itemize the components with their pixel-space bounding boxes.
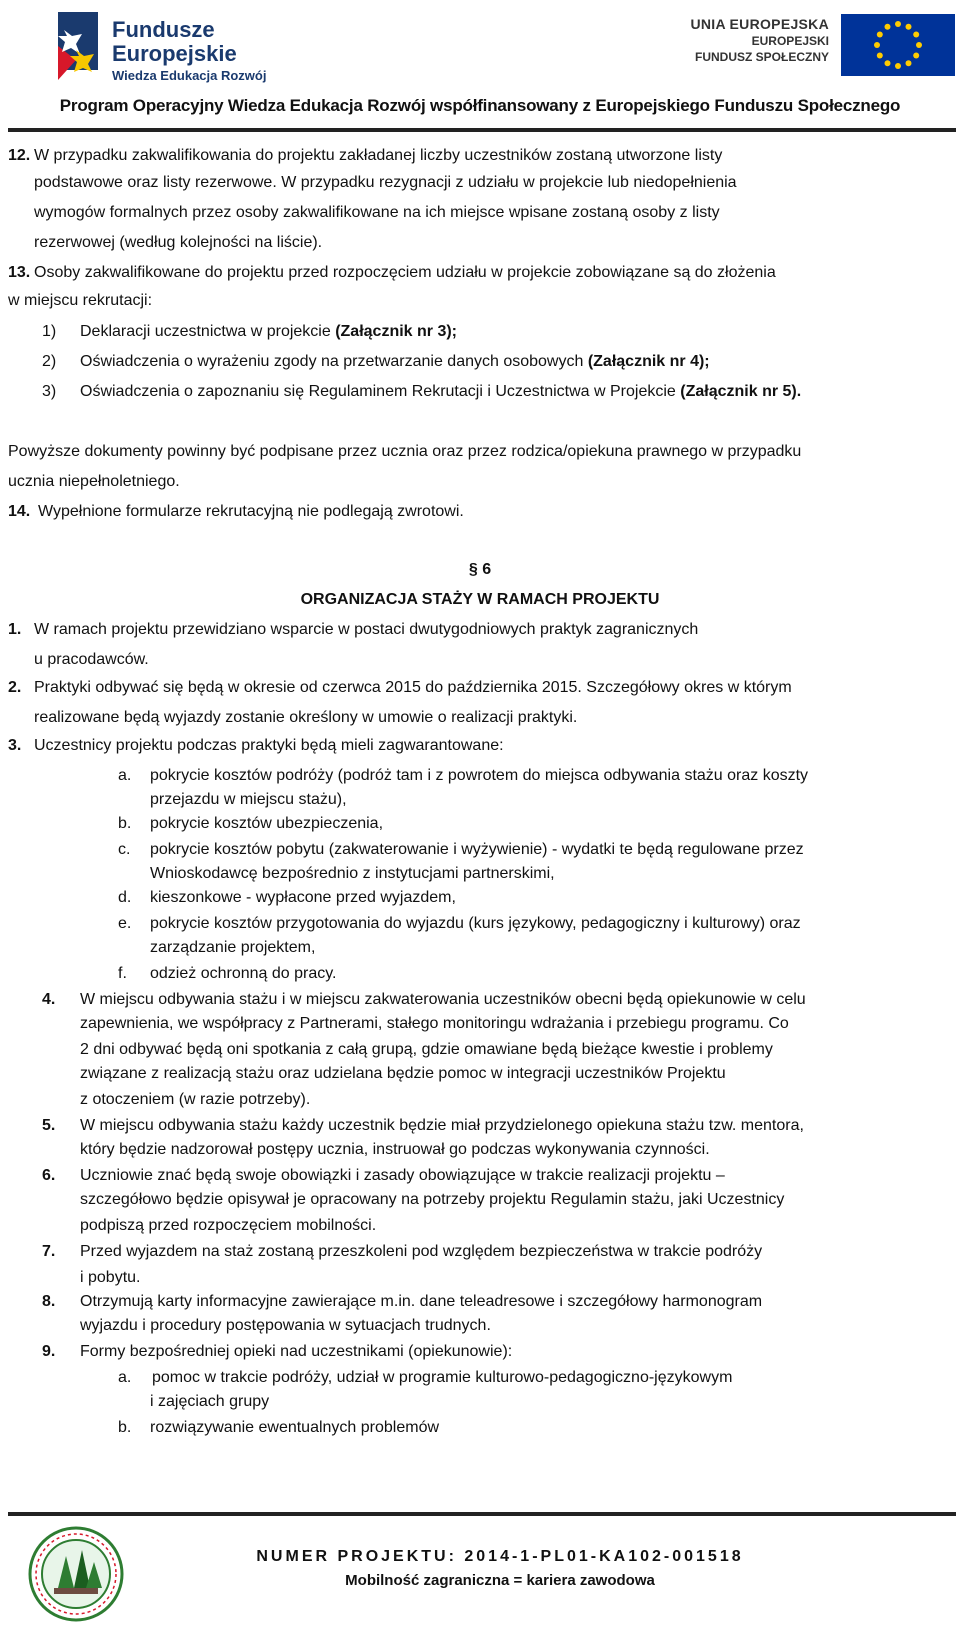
s6-item-1-number: 1.	[8, 621, 22, 638]
fe-logo-line2: Europejskie	[112, 41, 237, 66]
sub-1-number: 1)	[42, 323, 57, 340]
fe-logo-mark-icon	[54, 10, 106, 82]
item-12-line2: podstawowe oraz listy rezerwowe. W przypadku rezygnacji z udziału w projekcie lub niedopełnienia	[34, 174, 737, 191]
s6-3a-line2: przejazdu w miejscu stażu),	[150, 791, 347, 808]
sub-2-label: Oświadczenia o wyrażeniu zgody na przetwarzanie danych osobowych	[80, 353, 588, 370]
s6-item-3-number: 3.	[8, 737, 22, 754]
s6-3d-line1: kieszonkowe - wypłacone przed wyjazdem,	[150, 889, 456, 906]
s6-item-7-line1: Przed wyjazdem na staż zostaną przeszkoleni pod względem bezpieczeństwa w trakcie podróży	[80, 1243, 763, 1260]
program-title: Program Operacyjny Wiedza Edukacja Rozwój współfinansowany z Europejskiego Funduszu Społecznego	[59, 96, 901, 115]
s6-item-8-line2: wyjazdu i procedury postępowania w sytuacjach trudnych.	[80, 1317, 491, 1334]
s6-item-2-number: 2.	[8, 679, 22, 696]
item-12-line1: W przypadku zakwalifikowania do projektu zakładanej liczby uczestników zostaną utworzone listy	[34, 147, 723, 164]
s6-3c-letter: c.	[118, 841, 131, 858]
s6-3d-letter: d.	[118, 889, 132, 906]
s6-item-7-line2: i pobytu.	[80, 1269, 141, 1286]
item-12-line3: wymogów formalnych przez osoby zakwalifikowane na ich miejsce wpisane zostaną osoby z listy	[34, 204, 720, 221]
sub-3-text	[80, 379, 950, 405]
s6-item-4-line2: zapewnienia, we współpracy z Partnerami, stałego monitoringu wdrażania i przebiegu programu. Co	[80, 1015, 789, 1032]
sub-2-number: 2)	[42, 353, 57, 370]
fe-logo-line1: Fundusze	[112, 17, 215, 42]
s6-3e-line2: zarządzanie projektem,	[150, 939, 316, 956]
footer-tagline: Mobilność zagraniczna = kariera zawodowa	[345, 1572, 655, 1589]
documents-note-line2: ucznia niepełnoletniego.	[8, 473, 180, 490]
s6-item-8-line1: Otrzymują karty informacyjne zawierające m.in. dane teleadresowe i szczegółowy harmonogram	[80, 1293, 763, 1310]
s6-item-2-line1: Praktyki odbywać się będą w okresie od czerwca 2015 do października 2015. Szczegółowy okres w którym	[34, 679, 792, 696]
fe-logo-line3: Wiedza Edukacja Rozwój	[112, 68, 267, 83]
s6-item-4-line5: z otoczeniem (w razie potrzeby).	[80, 1091, 311, 1108]
sub-3-label: Oświadczenia o zapoznaniu się Regulaminem Rekrutacji i Uczestnictwa w Projekcie	[80, 383, 681, 400]
page-header	[0, 0, 960, 125]
sub-3-attachment: (Załącznik nr 5).	[680, 383, 802, 400]
s6-3f-line1: odzież ochronną do pracy.	[150, 965, 337, 982]
sub-3-number: 3)	[42, 383, 57, 400]
s6-item-4-line4: związane z realizacją stażu oraz udzielana będzie pomoc w integracji uczestników Projektu	[80, 1065, 726, 1082]
s6-item-8-number: 8.	[42, 1293, 56, 1310]
s6-3a-line1: pokrycie kosztów podróży (podróż tam i z powrotem do miejsca odbywania stażu oraz koszty	[150, 767, 809, 784]
item-13-number: 13.	[8, 264, 31, 281]
header-divider	[8, 128, 956, 132]
s6-item-6-number: 6.	[42, 1167, 56, 1184]
s6-item-9-number: 9.	[42, 1343, 56, 1360]
sub-1-attachment: (Załącznik nr 3);	[335, 323, 458, 340]
eu-logo	[690, 14, 955, 74]
s6-9a-letter: a.	[118, 1369, 132, 1386]
footer-divider	[8, 1512, 956, 1516]
item-13-line2: w miejscu rekrutacji:	[8, 292, 153, 309]
item-13-line1: Osoby zakwalifikowane do projektu przed rozpoczęciem udziału w projekcie zobowiązane są do złożenia	[34, 264, 776, 281]
page-footer	[0, 1500, 960, 1632]
sub-2-attachment: (Załącznik nr 4);	[587, 353, 710, 370]
fundusze-europejskie-logo	[54, 10, 314, 86]
section-6-title: ORGANIZACJA STAŻY W RAMACH PROJEKTU	[300, 591, 660, 608]
s6-9a-line1: pomoc w trakcie podróży, udział w programie kulturowo-pedagogiczno-językowym	[152, 1369, 733, 1386]
s6-3b-letter: b.	[118, 815, 132, 832]
documents-note-line1: Powyższe dokumenty powinny być podpisane przez ucznia oraz przez rodzica/opiekuna prawnego w przypadku	[8, 443, 802, 460]
s6-item-4-line1: W miejscu odbywania stażu i w miejscu zakwaterowania uczestników obecni będą opiekunowie w celu	[80, 991, 806, 1008]
s6-9b-letter: b.	[118, 1419, 132, 1436]
s6-item-6-line1: Uczniowie znać będą swoje obowiązki i zasady obowiązujące w trakcie realizacji projektu –	[80, 1167, 725, 1184]
s6-item-9-line1: Formy bezpośredniej opieki nad uczestnikami (opiekunowie):	[80, 1343, 513, 1360]
s6-item-1-line2: u pracodawców.	[34, 651, 149, 668]
item-12-line4: rezerwowej (według kolejności na liście).	[34, 234, 323, 251]
project-number: NUMER PROJEKTU: 2014-1-PL01-KA102-001518	[256, 1548, 744, 1565]
s6-item-5-line1: W miejscu odbywania stażu każdy uczestnik będzie miał przydzielonego opiekuna stażu tzw. mentora,	[80, 1117, 804, 1134]
s6-item-3-line1: Uczestnicy projektu podczas praktyki będą mieli zagwarantowane:	[34, 737, 504, 754]
s6-item-5-number: 5.	[42, 1117, 56, 1134]
s6-3a-letter: a.	[118, 767, 132, 784]
item-14-text: Wypełnione formularze rekrutacyjną nie podlegają zwrotowi.	[38, 503, 464, 520]
sub-2-text	[80, 349, 950, 375]
sub-1-label: Deklaracji uczestnictwa w projekcie	[80, 323, 336, 340]
s6-3c-line1: pokrycie kosztów pobytu (zakwaterowanie i wyżywienie) - wydatki te będą regulowane przez	[150, 841, 804, 858]
eu-logo-line3: FUNDUSZ SPOŁECZNY	[694, 50, 829, 64]
s6-item-6-line3: podpiszą przed rozpoczęciem mobilności.	[80, 1217, 377, 1234]
s6-3e-line1: pokrycie kosztów przygotowania do wyjazdu (kurs językowy, pedagogiczny i kulturowy) oraz	[150, 915, 801, 932]
s6-item-6-line2: szczegółowo będzie opisywał je opracowany na potrzeby projektu Regulamin stażu, jaki Uczestnicy	[80, 1191, 785, 1208]
item-12-number: 12.	[8, 147, 31, 164]
s6-item-4-number: 4.	[42, 991, 56, 1008]
eu-logo-line2: EUROPEJSKI	[751, 34, 829, 48]
item-14-number: 14.	[8, 503, 31, 520]
s6-3f-letter: f.	[118, 965, 127, 982]
eu-logo-line1: UNIA EUROPEJSKA	[690, 16, 829, 32]
s6-item-1-line1: W ramach projektu przewidziano wsparcie w postaci dwutygodniowych praktyk zagranicznych	[34, 621, 699, 638]
s6-item-4-line3: 2 dni odbywać będą oni spotkania z całą grupą, gdzie omawiane będą bieżące kwestie i problemy	[80, 1041, 773, 1058]
sub-1-text	[80, 319, 950, 345]
s6-9b-line1: rozwiązywanie ewentualnych problemów	[150, 1419, 440, 1436]
s6-item-2-line2: realizowane będą wyjazdy zostanie określony w umowie o realizacji praktyki.	[34, 709, 578, 726]
section-6-mark: § 6	[468, 561, 492, 578]
s6-item-5-line2: który będzie nadzorował postępy ucznia, instruował go podczas wykonywania czynności.	[80, 1141, 710, 1158]
s6-3c-line2: Wnioskodawcę bezpośrednio z instytucjami partnerskimi,	[150, 865, 555, 882]
s6-9a-line2: i zajęciach grupy	[150, 1393, 270, 1410]
s6-3b-line1: pokrycie kosztów ubezpieczenia,	[150, 815, 384, 832]
eu-flag-icon	[841, 14, 955, 76]
s6-item-7-number: 7.	[42, 1243, 56, 1260]
s6-3e-letter: e.	[118, 915, 132, 932]
